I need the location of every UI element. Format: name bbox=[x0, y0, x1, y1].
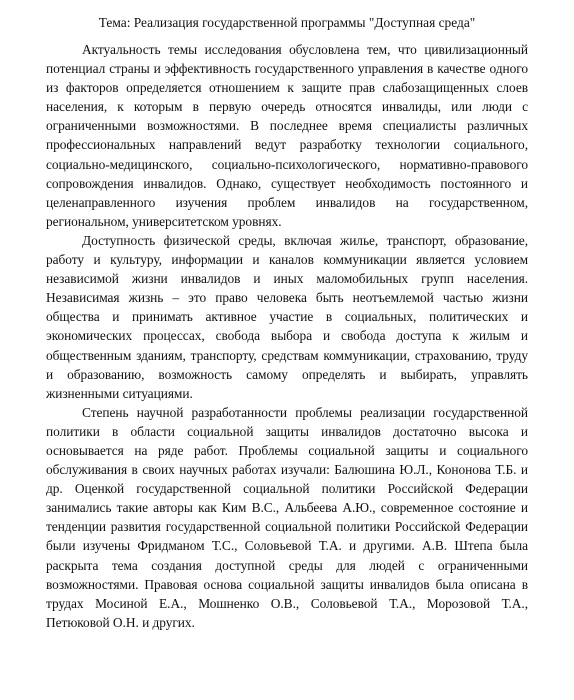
paragraph-relevance: Актуальность темы исследования обусловлена тем, что цивилизационный потенциал страны и эффективность государственного управления в качестве одного из факторов определяется отношением к защите прав слабозащищенных слоев населения, к которым в первую очередь относятся инвалиды, или люди с ограниченными возможностями. В последнее время специалисты различных профессиональных направлений ведут разработку технологии социального, социально-медицинского, социально-психологического, нормативно-правового сопровождения инвалидов. Однако, существует необходимость постоянного и целенаправленного изучения проблем инвалидов на государственном, региональном, университетском уровнях. bbox=[46, 42, 528, 229]
paragraph-accessibility: Доступность физической среды, включая жилье, транспорт, образование, работу и культуру, информации и каналов коммуникации является условием независимой жизни инвалидов и иных маломобильных групп населения. Независимая жизнь – это право человека быть неотъемлемой частью жизни общества и принимать активное участие в социальных, политических и экономических процессах, свобода выбора и свобода доступа к жилым и общественным зданиям, транспорту, средствам коммуникации, страхованию, труду и образованию, возможность самому определять и выбирать, управлять жизненными ситуациями. bbox=[46, 232, 528, 401]
document-title: Тема: Реализация государственной программы "Доступная среда" bbox=[98, 15, 476, 30]
paragraph-research-degree: Степень научной разработанности проблемы реализации государственной политики в области социальной защиты инвалидов достаточно высока и основывается на ряде работ. Проблемы социальной защиты и социального обслуживания в своих научных работах изучали: Балюшина Ю.Л., Кононова Т.Б. и др. Оценкой государственной социальной политики Российской Федерации занимались такие авторы как Ким В.С., Альбеева А.Ю., современное состояние и тенденции развития государственной социальной политики Российской Федерации были изучены Фридманом Т.С., Соловьевой Т.А. и другими. А.В. Штепа была раскрыта тема создания доступной среды для людей с ограниченными возможностями. Правовая основа социальной защиты инвалидов была описана в трудах Мосиной Е.А., Мошненко О.В., Соловьевой Т.А., Морозовой Т.А., Петюковой О.Н. и других. bbox=[46, 404, 528, 630]
